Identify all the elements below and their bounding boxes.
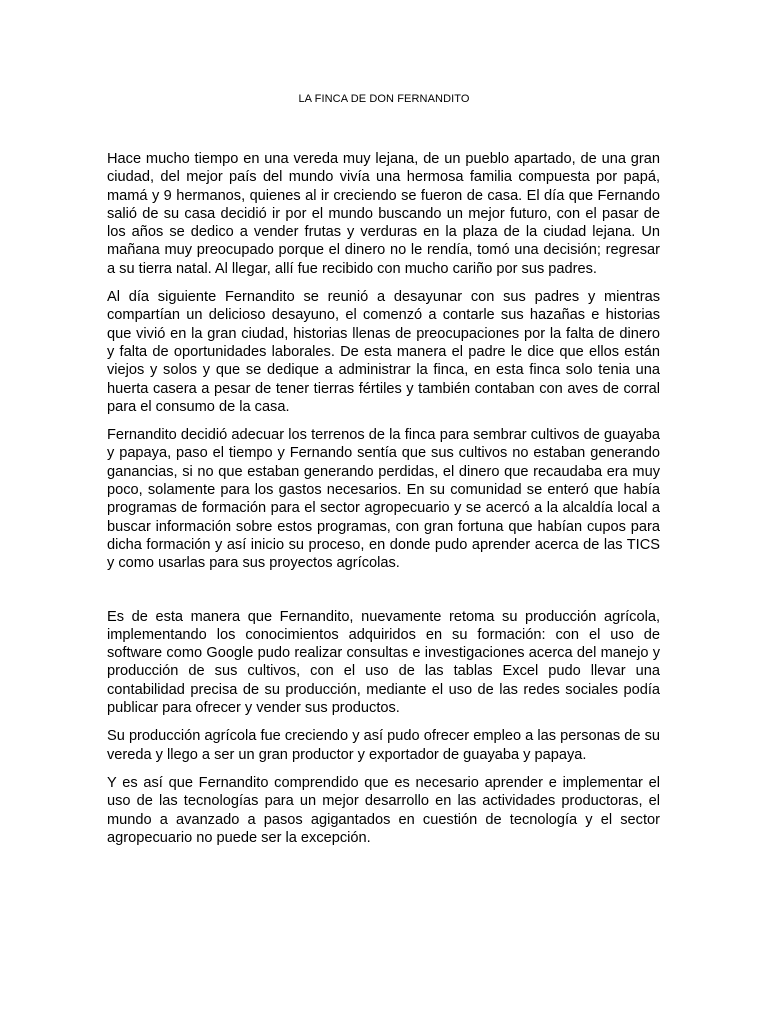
paragraph-2: Al día siguiente Fernandito se reunió a desayunar con sus padres y mientras compartían un delicioso desayuno, el comenzó a contarle sus hazañas e historias que vivió en la gran ciudad, historias llenas de preocupaciones por la falta de dinero y falta de oportunidades laborales. De esta manera el padre le dice que ellos están viejos y solos y que se dedique a administrar la finca, en esta finca solo tenia una huerta casera a pesar de tener tierras fértiles y también contaban con aves de corral para el consumo de la casa. <box>107 289 660 415</box>
paragraph-4: Es de esta manera que Fernandito, nuevamente retoma su producción agrícola, implementando los conocimientos adquiridos en su formación: con el uso de software como Google pudo realizar consultas e investigaciones acerca del manejo y producción de sus cultivos, con el uso de las tablas Excel pudo llevar una contabilidad precisa de su producción, mediante el uso de las redes sociales podía publicar para ofrecer y vender sus productos. <box>107 608 660 717</box>
paragraph-1: Hace mucho tiempo en una vereda muy lejana, de un pueblo apartado, de una gran ciudad, del mejor país del mundo vivía una hermosa familia compuesta por papá, mamá y 9 hermanos, quienes al ir creciendo se fueron de casa. El día que Fernando salió de su casa decidió ir por el mundo buscando un mejor futuro, con el pasar de los años se dedico a vender frutas y verduras en la plaza de la ciudad lejana. Un mañana muy preocupado porque el dinero no le rendía, tomó una decisión; regresar a su tierra natal. Al llegar, allí fue recibido con mucho cariño por sus padres. <box>107 151 660 277</box>
paragraph-3: Fernandito decidió adecuar los terrenos de la finca para sembrar cultivos de guayaba y papaya, paso el tiempo y Fernando sentía que sus cultivos no estaban generando ganancias, si no que estaban generando perdidas, el dinero que recaudaba era muy poco, solamente para los gastos necesarios. En su comunidad se enteró que había programas de formación para el sector agropecuario y se acercó a la alcaldía local a buscar información sobre estos programas, con gran fortuna que habían cupos para dicha formación y así inicio su proceso, en donde pudo aprender acerca de las TICS y como usarlas para sus proyectos agrícolas. <box>107 427 660 572</box>
document-body <box>107 150 660 857</box>
document-title: LA FINCA DE DON FERNANDITO <box>298 93 470 105</box>
paragraph-6: Y es así que Fernandito comprendido que es necesario aprender e implementar el uso de las tecnologías para un mejor desarrollo en las actividades productoras, el mundo a avanzado a pasos agigantados en cuestión de tecnología y el sector agropecuario no puede ser la excepción. <box>107 774 660 846</box>
paragraph-5: Su producción agrícola fue creciendo y así pudo ofrecer empleo a las personas de su vereda y llego a ser un gran productor y exportador de guayaba y papaya. <box>107 728 660 763</box>
